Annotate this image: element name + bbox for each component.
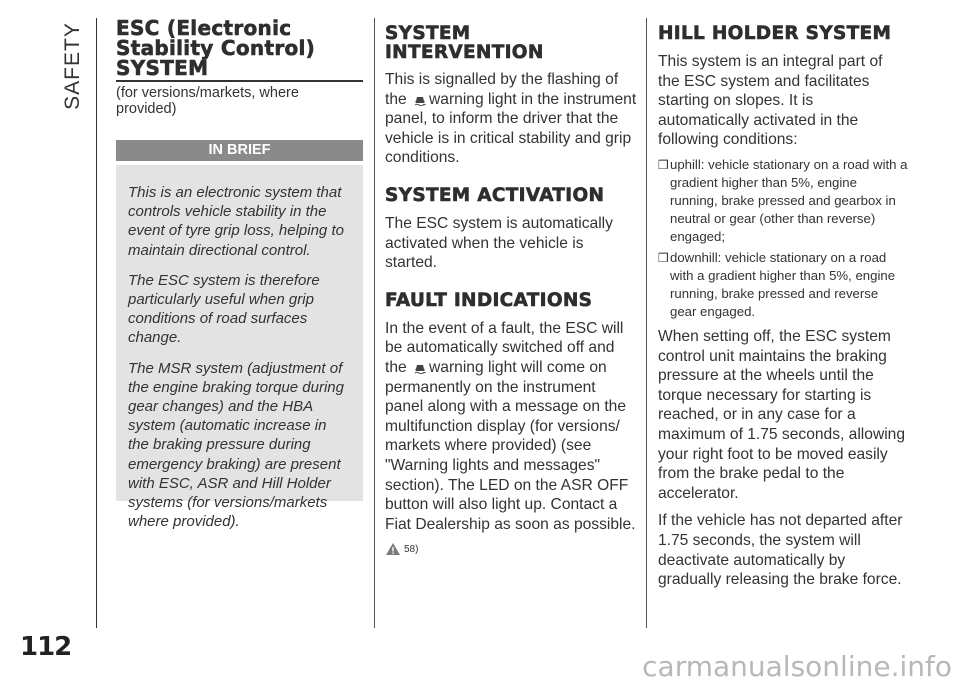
hill-holder-paragraph-2: When setting off, the ESC system control unit maintains the braking pressure at the wheels until the torque necessary for starting is reached, or in any case for a maximum of 1.75 seconds, allowing your right foot to be moved easily from the brake pedal to the accelerator.: [658, 327, 906, 502]
esc-subtitle-line2: provided): [116, 101, 177, 117]
fault-indications-text: [385, 319, 637, 535]
checkbox-bullet-icon: ❒: [658, 157, 669, 172]
hill-holder-bullet-downhill: [658, 249, 908, 321]
hill-holder-intro: This system is an integral part of the ESC system and facilitates starting on slopes. It is automatically activated in the following conditions:: [658, 53, 883, 149]
system-intervention-heading: [385, 24, 637, 62]
in-brief-title: IN BRIEF: [116, 140, 363, 161]
watermark: carmanualsonline.info: [642, 650, 952, 683]
esc-warning-light-icon: [413, 360, 427, 374]
warning-triangle-icon: [385, 542, 401, 556]
in-brief-box: [116, 165, 363, 531]
system-intervention-heading-line1: SYSTEM: [385, 23, 471, 44]
warning-reference: [385, 542, 637, 556]
in-brief-paragraph-2: The ESC system is therefore particularly useful when grip conditions of road surfaces change.: [128, 271, 320, 347]
system-intervention-text-start: This is signalled by the flashing of the: [385, 71, 619, 108]
column-divider-1: [374, 18, 375, 628]
esc-heading-line1: ESC (Electronic: [116, 16, 292, 40]
esc-subtitle: [116, 85, 363, 117]
column-divider-2: [646, 18, 647, 628]
system-intervention-heading-line2: INTERVENTION: [385, 42, 544, 63]
system-intervention-text-end: warning light in the instrument panel, to inform the driver that the vehicle is in critical stability and grip conditions.: [385, 90, 637, 167]
section-side-title-text: SAFETY: [61, 22, 84, 110]
esc-heading-line3: SYSTEM: [116, 56, 209, 80]
column-esc: [116, 16, 363, 531]
esc-subtitle-line1: (for versions/markets, where: [116, 85, 299, 101]
system-activation-text: The ESC system is automatically activated when the vehicle is started.: [385, 214, 613, 272]
side-divider: [96, 18, 97, 628]
checkbox-bullet-icon: ❒: [658, 250, 669, 265]
hill-holder-bullet-uphill: [658, 156, 908, 246]
fault-indications-text-end: warning light will come on permanently on the instrument panel along with a message on the multifunction display (for versions/ markets where provided) (see "Warning lights and messages" section). The LED on the ASR OFF button will also light up. Contact a Fiat Dealership as soon as possible.: [385, 358, 636, 533]
column-system: [385, 18, 637, 556]
section-side-title: [58, 20, 88, 110]
hill-holder-paragraph-3: If the vehicle has not departed after 1.75 seconds, the system will deactivate automatically by gradually releasing the brake force.: [658, 512, 903, 589]
system-activation-heading: SYSTEM ACTIVATION: [385, 184, 605, 206]
fault-indications-heading: FAULT INDICATIONS: [385, 289, 593, 311]
esc-warning-light-icon: [413, 92, 427, 106]
hill-holder-bullet-uphill-text: uphill: vehicle stationary on a road with a gradient higher than 5%, engine running, brake pressed and gearbox in neutral or gear (other than reverse) engaged;: [670, 156, 908, 244]
page-number: 112: [20, 632, 72, 662]
in-brief-paragraph-3: The MSR system (adjustment of the engine braking torque during gear changes) and the HBA system (automatic increase in the braking pressure during emergency braking) are present with ESC, ASR and Hill Holder systems (for versions/markets where provided).: [128, 359, 344, 531]
esc-heading: [116, 18, 363, 82]
warning-reference-number: 58): [404, 543, 419, 555]
in-brief-paragraph-1: This is an electronic system that controls vehicle stability in the event of tyre grip loss, helping to maintain directional control.: [128, 184, 344, 259]
system-intervention-text: [385, 70, 637, 168]
hill-holder-bullet-downhill-text: downhill: vehicle stationary on a road with a gradient higher than 5%, engine running, brake pressed and reverse gear engaged.: [670, 249, 896, 319]
hill-holder-heading: HILL HOLDER SYSTEM: [658, 23, 892, 44]
fault-indications-text-start: In the event of a fault, the ESC will be automatically switched off and the: [385, 319, 624, 376]
column-hill-holder: [658, 18, 908, 590]
esc-heading-line2: Stability Control): [116, 36, 316, 60]
